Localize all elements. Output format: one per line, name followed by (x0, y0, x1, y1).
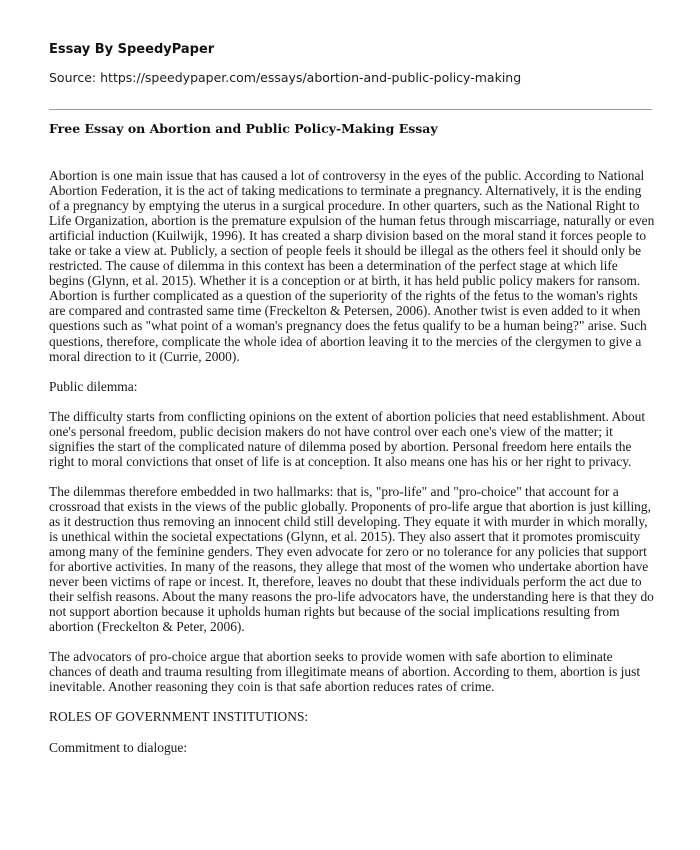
paragraph-dilemmas: The dilemmas therefore embedded in two hallmarks: that is, "pro-life" and "pro-choice" that account for a crossroad that exists in the views of the public globally. Proponents of pro-life argue that abortion is just killing, as it destruction thus removing an innocent child still developing. They equate it with murder in which morally, is unethical within the societal expectations (Glynn, et al. 2015). They also assert that it promotes promiscuity among many of the feminine genders. They even advocate for zero or no tolerance for any policies that support for abortive activities. In many of the reasons, they allege that most of the women who undertake abortion have never been victims of rape or incest. It, therefore, leaves no doubt that these individuals perform the act due to their selfish reasons. About the many reasons the pro-life advocators have, the understanding here is that they do not support abortion because it upholds human rights but because of the social implications resulting from abortion (Freckelton & Peter, 2006). (49, 483, 654, 635)
essay-title: Free Essay on Abortion and Public Policy-Making Essay (49, 121, 438, 136)
site-title: Essay By SpeedyPaper (49, 42, 215, 57)
subheading-roles: ROLES OF GOVERNMENT INSTITUTIONS: (49, 709, 309, 725)
paragraph-pro-choice: The advocators of pro-choice argue that abortion seeks to provide women with safe abortion to eliminate chances of death and trauma resulting from illegitimate means of abortion. According to them, abortion is just inevitable. Another reasoning they coin is that safe abortion reduces rates of crime. (49, 649, 641, 695)
subheading-public-dilemma: Public dilemma: (49, 378, 138, 394)
subheading-commitment: Commitment to dialogue: (49, 739, 188, 755)
divider (49, 109, 652, 110)
paragraph-intro: Abortion is one main issue that has caused a lot of controversy in the eyes of the public. According to National Abortion Federation, it is the act of taking medications to terminate a pregnancy. Alternatively, it is the ending of a pregnancy by emptying the uterus in a surgical procedure. In other quarters, such as the National Right to Life Organization, abortion is the premature expulsion of the human fetus through miscarriage, naturally or even artificial induction (Kuilwijk, 1996). It has created a sharp division based on the moral stand it forces people to take or take a view at. Publicly, a section of people feels it should be illegal as the others feel it should only be restricted. The cause of dilemma in this context has been a determination of the perfect stage at which life begins (Glynn, et al. 2015). Whether it is a conception or at birth, it has held public policy makers for ransom. Abortion is further complicated as a question of the superiority of the rights of the fetus to the woman's rights are compared and contrasted same time (Freckelton & Petersen, 2006). Another twist is even added to it when questions such as "what point of a woman's pregnancy does the fetus qualify to be a human being?" arise. Such questions, therefore, complicate the whole idea of abortion leaving it to the mercies of the clergymen to give a moral direction to it (Currie, 2000). (49, 168, 655, 364)
paragraph-difficulty: The difficulty starts from conflicting opinions on the extent of abortion policies that need establishment. About one's personal freedom, public decision makers do not have control over each one's view of the matter; it signifies the start of the complicated nature of dilemma posed by abortion. Personal freedom here entails the right to moral convictions that onset of life is at conception. It also means one has his or her right to privacy. (49, 408, 646, 469)
essay-body (49, 168, 655, 770)
source-line: Source: https://speedypaper.com/essays/abortion-and-public-policy-making (49, 70, 522, 85)
